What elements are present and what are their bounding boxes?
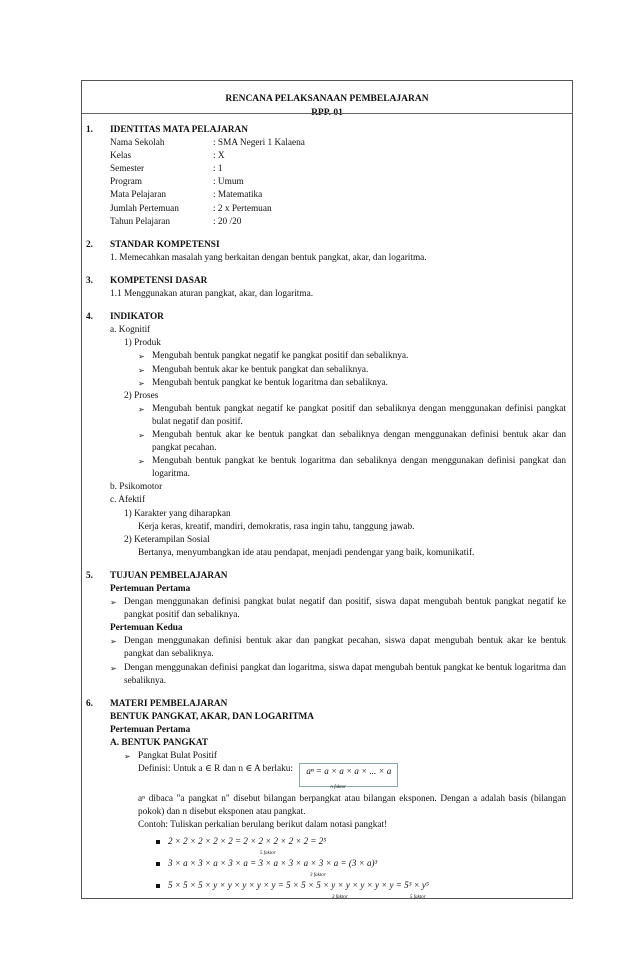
section-heading: KOMPETENSI DASAR	[110, 275, 208, 286]
list-item: ➢ Mengubah bentuk pangkat ke bentuk logaritma dan sebaliknya.	[138, 377, 566, 390]
table-row	[110, 137, 566, 150]
section-tujuan	[86, 570, 566, 688]
section-heading: STANDAR KOMPETENSI	[110, 239, 220, 250]
bullet-square-icon	[156, 862, 160, 866]
section-identitas	[86, 124, 566, 229]
example-3-underbrace-label-a: 3 faktor	[332, 894, 348, 900]
produk-list	[110, 350, 566, 389]
list-item: 1.1 Menggunakan aturan pangkat, akar, dan logaritma.	[110, 289, 314, 300]
table-row	[110, 150, 566, 163]
list-item: ➢ Mengubah bentuk akar ke bentuk pangkat dan sebaliknya dengan menggunakan definisi bentuk akar dan pangkat pecahan.	[138, 429, 566, 455]
field-label: Mata Pelajaran	[110, 190, 167, 201]
field-value: : X	[213, 151, 225, 162]
list-item: ➢ Mengubah bentuk akar ke bentuk pangkat dan sebaliknya.	[138, 364, 566, 377]
section-heading: MATERI PEMBELAJARAN	[110, 698, 228, 709]
example-3	[110, 879, 566, 901]
sub-item-proses: 2) Proses	[124, 390, 159, 401]
field-value: : SMA Negeri 1 Kalaena	[213, 138, 305, 149]
formula: aⁿ = a × a × a × ... × a	[306, 766, 392, 777]
tujuan-list-1	[110, 596, 566, 622]
section-heading: INDIKATOR	[110, 312, 164, 323]
example-1-expression: 2 × 2 × 2 × 2 × 2 = 2 × 2 × 2 × 2 × 2 = 2⁵	[168, 835, 327, 846]
field-label: Program	[110, 177, 143, 188]
field-label: Nama Sekolah	[110, 138, 165, 149]
meeting-heading: Pertemuan Pertama	[110, 724, 191, 735]
definition-text: Definisi: Untuk a ∈ R dan n ∈ A berlaku:	[138, 764, 294, 775]
example-2-expression: 3 × a × 3 × a × 3 × a = 3 × a × 3 × a × 3 × a = (3 × a)³	[168, 857, 378, 868]
example-instruction: Contoh: Tuliskan perkalian berulang berikut dalam notasi pangkat!	[138, 820, 388, 831]
section-number: 5.	[86, 570, 93, 581]
bullet-square-icon	[156, 884, 160, 888]
section-kompetensi-dasar	[86, 275, 566, 301]
materi-subheading: BENTUK PANGKAT, AKAR, DAN LOGARITMA	[110, 711, 315, 722]
subsection-psikomotor: b. Psikomotor	[110, 482, 163, 493]
list-item: ➢ Pangkat Bulat Positif	[124, 750, 566, 763]
field-label: Jumlah Pertemuan	[110, 203, 179, 214]
bullet-square-icon	[156, 840, 160, 844]
section-heading: IDENTITAS MATA PELAJARAN	[110, 125, 248, 135]
table-row	[110, 203, 566, 216]
example-2-underbrace-label: 3 faktor	[310, 872, 326, 878]
identity-table	[110, 137, 566, 229]
example-1	[110, 835, 566, 857]
proses-list	[110, 403, 566, 482]
formula-box	[299, 763, 398, 791]
sub-item-produk: 1) Produk	[124, 338, 161, 349]
list-item: ➢ Dengan menggunakan definisi bentuk akar dan pangkat pecahan, siswa dapat mengubah bentuk akar ke bentuk pangkat dan sebaliknya.	[110, 635, 566, 661]
table-row	[110, 189, 566, 202]
list-item: ➢ Mengubah bentuk pangkat ke bentuk logaritma dan sebaliknya dengan menggunakan definisi pangkat dan logaritma.	[138, 455, 566, 481]
table-row	[110, 176, 566, 189]
example-1-underbrace-label: 5 faktor	[260, 850, 276, 856]
list-item: ➢ Mengubah bentuk pangkat negatif ke pangkat positif dan sebaliknya.	[138, 350, 566, 363]
field-value: : Matematika	[213, 190, 263, 201]
section-number: 4.	[86, 312, 93, 323]
list-item: ➢ Mengubah bentuk pangkat negatif ke pangkat positif dan sebaliknya dengan menggunakan definisi pangkat bulat negatif dan positif.	[138, 403, 566, 429]
subsection-kognitif: a. Kognitif	[110, 325, 151, 336]
section-number: 1.	[86, 125, 93, 135]
table-row	[110, 216, 566, 229]
example-3-underbrace-label-b: 5 faktor	[410, 894, 426, 900]
meeting-heading-2: Pertemuan Kedua	[110, 623, 183, 634]
section-number: 6.	[86, 698, 93, 709]
example-2	[110, 857, 566, 879]
sub-item-karakter: 1) Karakter yang diharapkan	[124, 508, 231, 519]
title-line-1: RENCANA PELAKSANAAN PEMBELAJARAN	[225, 94, 429, 104]
section-number: 2.	[86, 239, 93, 250]
table-row	[110, 163, 566, 176]
section-number: 3.	[86, 275, 93, 286]
list-item: ➢ Dengan menggunakan definisi pangkat bulat negatif dan positif, siswa dapat mengubah bentuk pangkat negatif ke pangkat positif dan sebaliknya.	[110, 596, 566, 622]
field-label: Semester	[110, 164, 145, 175]
field-label: Kelas	[110, 151, 132, 162]
explanation-text: aⁿ dibaca "a pangkat n" disebut bilangan berpangkat atau bilangan eksponen. Dengan a adalah basis (bilangan pokok) dan n disebut eksponen atau pangkat.	[138, 794, 566, 818]
field-label: Tahun Pelajaran	[110, 216, 171, 227]
title-line-2: RPP. 01	[311, 108, 343, 118]
section-materi	[86, 698, 566, 901]
section-indikator	[86, 311, 566, 560]
field-value: : Umum	[213, 177, 244, 188]
document-body	[86, 124, 566, 901]
karakter-text: Kerja keras, kreatif, mandiri, demokratis, rasa ingin tahu, tanggung jawab.	[138, 521, 415, 532]
field-value: : 20 /20	[213, 216, 242, 227]
meeting-heading-1: Pertemuan Pertama	[110, 584, 191, 594]
keterampilan-text: Bertanya, menyumbangkan ide atau pendapat, menjadi pendengar yang baik, komunikatif.	[138, 547, 475, 558]
list-item: ➢ Dengan menggunakan definisi pangkat dan logaritma, siswa dapat mengubah bentuk pangkat ke bentuk logaritma dan sebaliknya.	[110, 662, 566, 688]
tujuan-list-2	[110, 635, 566, 687]
formula-underbrace-label: n faktor	[330, 785, 347, 791]
list-item: 1. Memecahkan masalah yang berkaitan dengan bentuk pangkat, akar, dan logaritma.	[110, 252, 427, 263]
field-value: : 2 x Pertemuan	[213, 203, 272, 214]
title-divider	[82, 113, 572, 114]
example-3-expression: 5 × 5 × 5 × y × y × y × y × y = 5 × 5 × 5 × y × y × y × y × y = 5³ × y⁵	[168, 879, 430, 890]
topic-heading: A. BENTUK PANGKAT	[110, 738, 209, 749]
field-value: : 1	[213, 164, 223, 175]
subsection-afektif: c. Afektif	[110, 495, 146, 506]
sub-item-keterampilan: 2) Keterampilan Sosial	[124, 534, 210, 545]
document-title	[81, 92, 573, 120]
section-standar-kompetensi	[86, 239, 566, 265]
section-heading: TUJUAN PEMBELAJARAN	[110, 570, 228, 581]
